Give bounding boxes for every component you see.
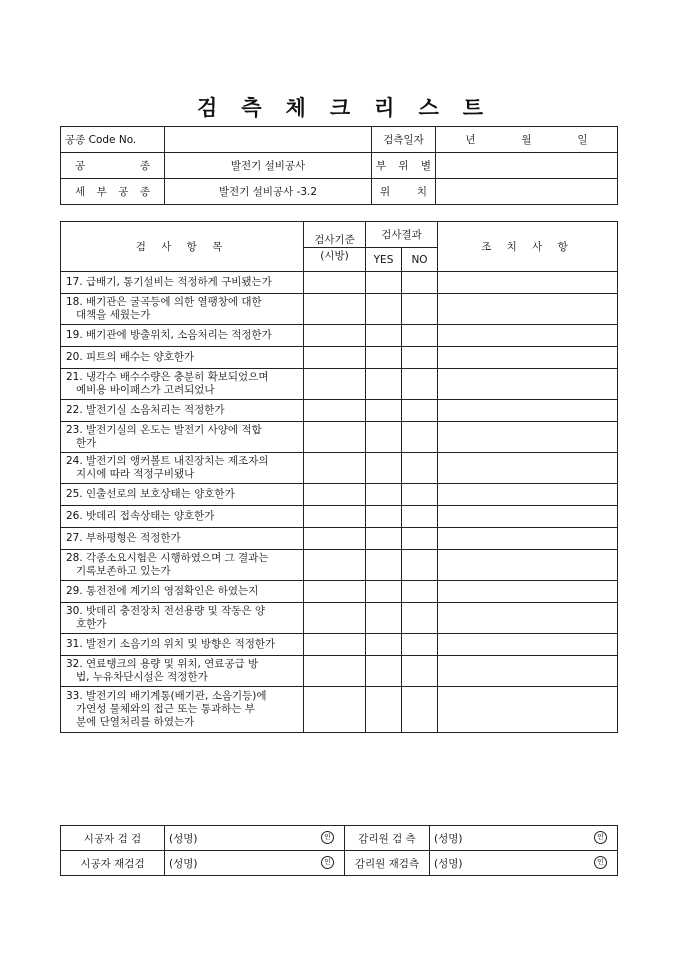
- title-char: 측: [241, 95, 262, 120]
- table-row: [61, 656, 618, 687]
- work-type-label: 공 종: [61, 153, 165, 179]
- action-cell[interactable]: [438, 484, 618, 506]
- check-item-text: 24. 발전기의 앵커볼트 내진장치는 제조자의: [66, 455, 269, 467]
- no-cell[interactable]: [402, 325, 438, 347]
- check-item-text: 법, 누유차단시설은 적정한가: [76, 671, 208, 683]
- standard-cell[interactable]: [304, 294, 366, 325]
- header-table: [60, 126, 618, 205]
- check-item-text: 한가: [76, 437, 97, 449]
- title-char: 크: [329, 95, 351, 120]
- yes-cell[interactable]: [366, 347, 402, 369]
- check-item-text: 호한가: [76, 618, 107, 630]
- check-item-text: 23. 발전기실의 온도는 발전기 사양에 적합: [66, 424, 262, 436]
- table-row: [61, 484, 618, 506]
- yes-cell[interactable]: [366, 484, 402, 506]
- standard-cell[interactable]: [304, 272, 366, 294]
- seal-icon: 인: [594, 831, 607, 844]
- check-item: [61, 347, 304, 369]
- yes-cell[interactable]: [366, 422, 402, 453]
- title-char: 검: [196, 95, 218, 120]
- inspection-date-field[interactable]: [436, 127, 618, 153]
- yes-cell[interactable]: [366, 581, 402, 603]
- title-char: 트: [462, 95, 484, 120]
- no-cell[interactable]: [402, 347, 438, 369]
- check-item: [61, 400, 304, 422]
- seal-icon: 인: [321, 831, 334, 844]
- table-row: [61, 272, 618, 294]
- check-item: [61, 656, 304, 687]
- no-cell[interactable]: [402, 484, 438, 506]
- sub-work-type-label: 세 부 공 종: [61, 179, 165, 205]
- title-char: 체: [285, 95, 306, 120]
- check-item: [61, 634, 304, 656]
- table-row: [61, 528, 618, 550]
- action-cell[interactable]: [438, 506, 618, 528]
- check-item-text: 29. 통전전에 계기의 영점확인은 하였는지: [66, 585, 259, 597]
- standard-cell[interactable]: [304, 581, 366, 603]
- signature-table: [60, 825, 618, 876]
- check-item-text: 27. 부하평형은 적정한가: [66, 532, 181, 544]
- action-cell[interactable]: [438, 550, 618, 581]
- action-cell[interactable]: [438, 656, 618, 687]
- action-cell[interactable]: [438, 528, 618, 550]
- standard-cell[interactable]: [304, 484, 366, 506]
- checklist-table: [60, 221, 618, 733]
- standard-cell[interactable]: [304, 656, 366, 687]
- no-cell[interactable]: [402, 528, 438, 550]
- col-header-yes: YES: [366, 248, 402, 272]
- check-item-text: 분에 단열처리를 하였는가: [76, 716, 195, 728]
- no-cell[interactable]: [402, 272, 438, 294]
- no-cell[interactable]: [402, 400, 438, 422]
- check-item-text: 17. 급배기, 통기설비는 적정하게 구비됐는가: [66, 276, 272, 288]
- action-cell[interactable]: [438, 369, 618, 400]
- table-row: [61, 506, 618, 528]
- check-item-text: 기록보존하고 있는가: [76, 565, 171, 577]
- check-item: [61, 528, 304, 550]
- standard-cell[interactable]: [304, 506, 366, 528]
- no-cell[interactable]: [402, 581, 438, 603]
- col-header-action: 조 치 사 항: [438, 222, 618, 272]
- seal-icon: 인: [594, 856, 607, 869]
- code-value[interactable]: [165, 127, 372, 153]
- standard-cell[interactable]: [304, 325, 366, 347]
- work-type-value: 발전기 설비공사: [165, 153, 372, 179]
- yes-cell[interactable]: [366, 634, 402, 656]
- code-label: 공종 Code No.: [61, 127, 165, 153]
- check-item-text: 25. 인출선로의 보호상태는 양호한가: [66, 488, 235, 500]
- no-cell[interactable]: [402, 634, 438, 656]
- no-cell[interactable]: [402, 294, 438, 325]
- col-header-result: 검사결과: [366, 222, 438, 248]
- contractor-signature-field[interactable]: [165, 826, 345, 851]
- no-cell[interactable]: [402, 687, 438, 733]
- check-item: [61, 453, 304, 484]
- yes-cell[interactable]: [366, 550, 402, 581]
- action-cell[interactable]: [438, 581, 618, 603]
- check-item-text: 26. 밧데리 접속상태는 양호한가: [66, 510, 215, 522]
- title-char: 스: [418, 95, 439, 120]
- supervisor-signature-field[interactable]: [430, 826, 618, 851]
- table-row: [61, 325, 618, 347]
- action-cell[interactable]: [438, 294, 618, 325]
- standard-cell[interactable]: [304, 687, 366, 733]
- name-label: (성명): [169, 857, 198, 870]
- check-item-text: 31. 발전기 소음기의 위치 및 방향은 적정한가: [66, 638, 276, 650]
- month-label: 월: [521, 134, 532, 146]
- standard-cell[interactable]: [304, 369, 366, 400]
- yes-cell[interactable]: [366, 400, 402, 422]
- supervisor-inspection-label: 감리원 검 측: [345, 826, 430, 851]
- check-item-text: 20. 피트의 배수는 양호한가: [66, 351, 195, 363]
- action-cell[interactable]: [438, 347, 618, 369]
- table-row: [61, 369, 618, 400]
- check-item: [61, 422, 304, 453]
- yes-cell[interactable]: [366, 272, 402, 294]
- table-row: [61, 634, 618, 656]
- name-label: (성명): [434, 832, 463, 845]
- standard-cell[interactable]: [304, 453, 366, 484]
- col-header-item: 검 사 항 목: [61, 222, 304, 272]
- check-item: [61, 294, 304, 325]
- check-item: [61, 687, 304, 733]
- check-item: [61, 484, 304, 506]
- part-label: 부 위 별: [372, 153, 436, 179]
- check-item-text: 22. 발전기실 소음처리는 적정한가: [66, 404, 225, 416]
- check-item: [61, 603, 304, 634]
- inspection-date-label: 검측일자: [372, 127, 436, 153]
- day-label: 일: [577, 134, 588, 146]
- check-item-text: 대책을 세웠는가: [76, 309, 151, 321]
- yes-cell[interactable]: [366, 294, 402, 325]
- table-row: [61, 422, 618, 453]
- action-cell[interactable]: [438, 453, 618, 484]
- check-item-text: 18. 배기관은 굴곡등에 의한 열팽창에 대한: [66, 296, 262, 308]
- contractor-re-signature-field[interactable]: [165, 851, 345, 876]
- standard-cell[interactable]: [304, 634, 366, 656]
- yes-cell[interactable]: [366, 453, 402, 484]
- standard-cell[interactable]: [304, 422, 366, 453]
- year-label: 년: [465, 134, 476, 146]
- name-label: (성명): [169, 832, 198, 845]
- check-item-text: 28. 각종소요시험은 시행하였으며 그 결과는: [66, 552, 269, 564]
- no-cell[interactable]: [402, 506, 438, 528]
- yes-cell[interactable]: [366, 603, 402, 634]
- col-header-no: NO: [402, 248, 438, 272]
- action-cell[interactable]: [438, 687, 618, 733]
- location-value[interactable]: [436, 179, 618, 205]
- table-row: [61, 453, 618, 484]
- part-value[interactable]: [436, 153, 618, 179]
- col-header-standard-sub: (시방): [304, 248, 366, 272]
- check-item: [61, 272, 304, 294]
- check-item-text: 32. 연료탱크의 용량 및 위치, 연료공급 방: [66, 658, 259, 670]
- check-item: [61, 550, 304, 581]
- title-char: 리: [374, 95, 395, 120]
- action-cell[interactable]: [438, 400, 618, 422]
- supervisor-re-signature-field[interactable]: [430, 851, 618, 876]
- standard-cell[interactable]: [304, 347, 366, 369]
- yes-cell[interactable]: [366, 687, 402, 733]
- seal-icon: 인: [321, 856, 334, 869]
- action-cell[interactable]: [438, 325, 618, 347]
- table-row: [61, 400, 618, 422]
- contractor-inspection-label: 시공자 검 검: [61, 826, 165, 851]
- sub-work-type-value: 발전기 설비공사 -3.2: [165, 179, 372, 205]
- no-cell[interactable]: [402, 422, 438, 453]
- check-item-text: 지시에 따라 적정구비됐나: [76, 468, 195, 480]
- table-row: [61, 687, 618, 733]
- check-item-text: 30. 밧데리 충전장치 전선용량 및 작동은 양: [66, 605, 266, 617]
- action-cell[interactable]: [438, 603, 618, 634]
- supervisor-reinspection-label: 감리원 재검측: [345, 851, 430, 876]
- table-row: [61, 603, 618, 634]
- table-row: [61, 581, 618, 603]
- check-item-text: 가연성 물체와의 접근 또는 통과하는 부: [76, 703, 255, 715]
- standard-cell[interactable]: [304, 400, 366, 422]
- no-cell[interactable]: [402, 550, 438, 581]
- no-cell[interactable]: [402, 369, 438, 400]
- standard-cell[interactable]: [304, 528, 366, 550]
- standard-cell[interactable]: [304, 603, 366, 634]
- col-header-standard: 검사기준: [304, 222, 366, 248]
- check-item: [61, 506, 304, 528]
- action-cell[interactable]: [438, 422, 618, 453]
- action-cell[interactable]: [438, 272, 618, 294]
- yes-cell[interactable]: [366, 325, 402, 347]
- check-item: [61, 369, 304, 400]
- contractor-reinspection-label: 시공자 재검검: [61, 851, 165, 876]
- no-cell[interactable]: [402, 603, 438, 634]
- no-cell[interactable]: [402, 453, 438, 484]
- location-label: 위 치: [372, 179, 436, 205]
- check-item: [61, 325, 304, 347]
- page-title: [0, 92, 680, 122]
- table-row: [61, 294, 618, 325]
- yes-cell[interactable]: [366, 656, 402, 687]
- yes-cell[interactable]: [366, 506, 402, 528]
- yes-cell[interactable]: [366, 369, 402, 400]
- check-item: [61, 581, 304, 603]
- no-cell[interactable]: [402, 656, 438, 687]
- check-item-text: 19. 배기관에 방출위치, 소음처리는 적정한가: [66, 329, 272, 341]
- yes-cell[interactable]: [366, 528, 402, 550]
- name-label: (성명): [434, 857, 463, 870]
- table-row: [61, 347, 618, 369]
- check-item-text: 21. 냉각수 배수수량은 충분히 확보되었으며: [66, 371, 269, 383]
- check-item-text: 33. 발전기의 배기계통(배기관, 소음기등)에: [66, 690, 267, 702]
- standard-cell[interactable]: [304, 550, 366, 581]
- check-item-text: 예비용 바이패스가 고려되었나: [76, 384, 215, 396]
- table-row: [61, 550, 618, 581]
- action-cell[interactable]: [438, 634, 618, 656]
